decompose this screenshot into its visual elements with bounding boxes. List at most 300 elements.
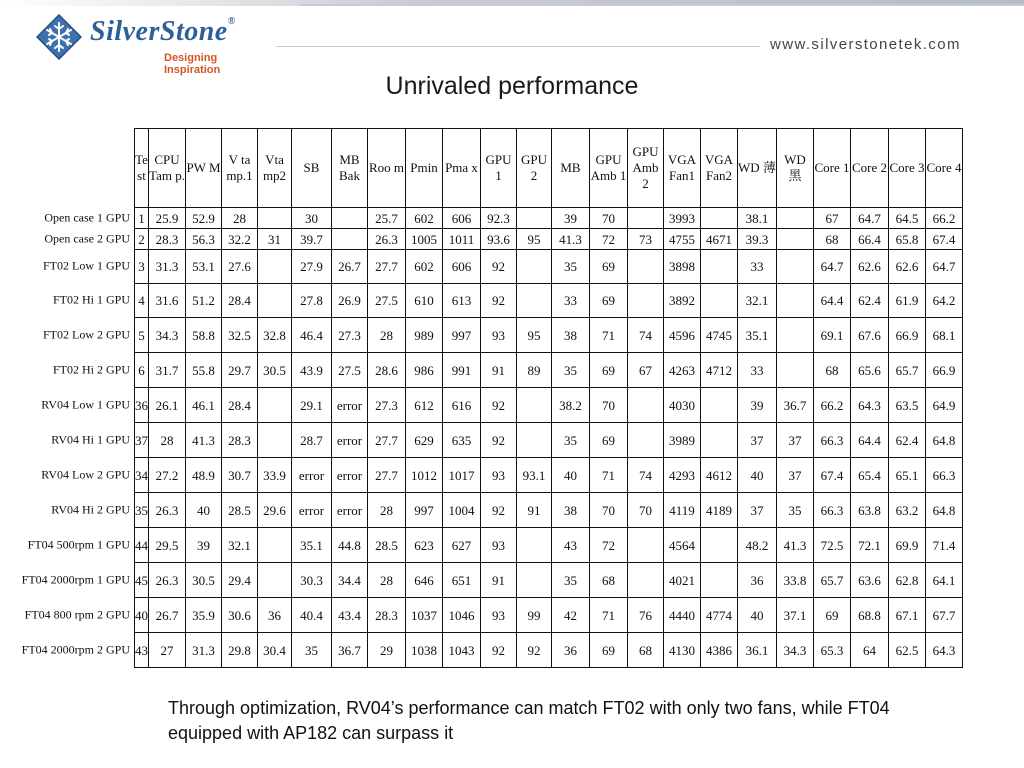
- table-cell: 612: [406, 388, 443, 423]
- table-cell: 66.3: [814, 493, 851, 528]
- column-header: Core 2: [851, 129, 889, 208]
- table-cell: 72.5: [814, 528, 851, 563]
- row-label: FT02 Hi 1 GPU: [52, 292, 130, 307]
- table-cell: 66.3: [814, 423, 851, 458]
- table-cell: 36: [135, 388, 149, 423]
- table-cell: 41.3: [777, 528, 814, 563]
- table-cell: 35: [552, 250, 590, 284]
- table-cell: error: [332, 388, 368, 423]
- table-cell: 65.1: [889, 458, 926, 493]
- column-header: Te st: [135, 129, 149, 208]
- table-row: [135, 598, 963, 633]
- row-label: Open case 1 GPU: [44, 210, 130, 224]
- table-cell: 63.6: [851, 563, 889, 598]
- table-cell: [332, 229, 368, 250]
- table-cell: 646: [406, 563, 443, 598]
- table-row: [135, 353, 963, 388]
- table-cell: 63.5: [889, 388, 926, 423]
- table-cell: 613: [443, 284, 481, 318]
- table-cell: 91: [481, 353, 517, 388]
- table-cell: 35: [777, 493, 814, 528]
- table-cell: 6: [135, 353, 149, 388]
- table-cell: 4130: [664, 633, 701, 668]
- table-cell: 66.9: [889, 318, 926, 353]
- table-cell: 70: [590, 208, 628, 229]
- table-cell: 68.1: [926, 318, 963, 353]
- table-cell: 26.9: [332, 284, 368, 318]
- table-cell: 616: [443, 388, 481, 423]
- table-cell: 64.3: [926, 633, 963, 668]
- table-cell: 70: [590, 388, 628, 423]
- table-cell: 42: [552, 598, 590, 633]
- table-cell: 28.7: [292, 423, 332, 458]
- table-cell: 27.5: [368, 284, 406, 318]
- table-cell: 26.3: [149, 563, 186, 598]
- table-cell: 71: [590, 598, 628, 633]
- table-cell: 35: [552, 423, 590, 458]
- table-cell: 36: [552, 633, 590, 668]
- table-cell: 43: [135, 633, 149, 668]
- table-cell: [628, 250, 664, 284]
- table-cell: 41.3: [552, 229, 590, 250]
- table-cell: [258, 388, 292, 423]
- footer-note: Through optimization, RV04’s performance can match FT02 with only two fans, while FT04 equipped with AP182 can surpass it: [168, 698, 890, 743]
- table-cell: 4440: [664, 598, 701, 633]
- table-cell: 28.6: [368, 353, 406, 388]
- table-cell: 67: [628, 353, 664, 388]
- table-cell: 997: [406, 493, 443, 528]
- table-cell: 46.1: [186, 388, 222, 423]
- table-cell: 1005: [406, 229, 443, 250]
- table-cell: [258, 284, 292, 318]
- table-cell: 30.5: [258, 353, 292, 388]
- brand-name: [90, 16, 236, 48]
- table-cell: 27.3: [332, 318, 368, 353]
- table-cell: [258, 250, 292, 284]
- table-cell: [777, 208, 814, 229]
- table-cell: 45: [135, 563, 149, 598]
- table-cell: 64.7: [926, 250, 963, 284]
- table-cell: 4755: [664, 229, 701, 250]
- table-cell: 28.4: [222, 388, 258, 423]
- table-cell: 4: [135, 284, 149, 318]
- table-cell: 35.1: [738, 318, 777, 353]
- table-cell: error: [332, 458, 368, 493]
- table-cell: 36.1: [738, 633, 777, 668]
- table-cell: 70: [590, 493, 628, 528]
- table-cell: [777, 250, 814, 284]
- column-header: VGA Fan2: [701, 129, 738, 208]
- table-cell: 29.7: [222, 353, 258, 388]
- table-cell: 33: [738, 353, 777, 388]
- column-header: Core 3: [889, 129, 926, 208]
- table-cell: 92: [481, 388, 517, 423]
- table-cell: 28: [368, 493, 406, 528]
- table-cell: 69.9: [889, 528, 926, 563]
- table-cell: 26.7: [332, 250, 368, 284]
- table-cell: 36: [738, 563, 777, 598]
- table-cell: 40: [738, 458, 777, 493]
- table-cell: 36.7: [332, 633, 368, 668]
- table-cell: 70: [628, 493, 664, 528]
- table-cell: [701, 388, 738, 423]
- table-cell: 4774: [701, 598, 738, 633]
- table-cell: 5: [135, 318, 149, 353]
- table-cell: 1043: [443, 633, 481, 668]
- table-cell: 46.4: [292, 318, 332, 353]
- table-cell: 93.1: [517, 458, 552, 493]
- table-cell: 64.7: [851, 208, 889, 229]
- table-cell: 71: [590, 318, 628, 353]
- table-cell: 37: [135, 423, 149, 458]
- table-cell: 65.8: [889, 229, 926, 250]
- table-cell: 986: [406, 353, 443, 388]
- table-cell: 606: [443, 250, 481, 284]
- table-cell: 25.9: [149, 208, 186, 229]
- table-cell: [777, 284, 814, 318]
- table-cell: 4386: [701, 633, 738, 668]
- table-cell: 72: [590, 528, 628, 563]
- table-cell: [701, 423, 738, 458]
- row-label: RV04 Low 2 GPU: [41, 467, 130, 481]
- table-cell: 991: [443, 353, 481, 388]
- table-cell: [628, 208, 664, 229]
- column-header: VGA Fan1: [664, 129, 701, 208]
- table-cell: 44: [135, 528, 149, 563]
- table-cell: 34: [135, 458, 149, 493]
- table-cell: 1046: [443, 598, 481, 633]
- snowflake-logo-icon: [36, 14, 82, 60]
- table-cell: 93: [481, 318, 517, 353]
- table-cell: 39.7: [292, 229, 332, 250]
- table-cell: 28.3: [149, 229, 186, 250]
- table-cell: [517, 423, 552, 458]
- row-label: FT02 Hi 2 GPU: [52, 362, 130, 376]
- table-row: [135, 250, 963, 284]
- table-cell: 28.3: [368, 598, 406, 633]
- table-cell: [701, 250, 738, 284]
- table-cell: [701, 528, 738, 563]
- table-cell: 48.2: [738, 528, 777, 563]
- table-cell: 40: [186, 493, 222, 528]
- table-cell: 27.7: [368, 458, 406, 493]
- table-cell: 93: [481, 528, 517, 563]
- table-cell: 34.4: [332, 563, 368, 598]
- table-cell: 4745: [701, 318, 738, 353]
- table-cell: 66.2: [926, 208, 963, 229]
- table-cell: [258, 563, 292, 598]
- table-cell: 602: [406, 208, 443, 229]
- column-header: CPU Tam p.: [149, 129, 186, 208]
- table-cell: 53.1: [186, 250, 222, 284]
- table-cell: 4021: [664, 563, 701, 598]
- row-label: FT04 500rpm 1 GPU: [27, 537, 130, 551]
- table-cell: 69: [814, 598, 851, 633]
- table-cell: 95: [517, 318, 552, 353]
- table-cell: 92: [481, 633, 517, 668]
- table-cell: 72.1: [851, 528, 889, 563]
- table-cell: [332, 208, 368, 229]
- table-cell: 4263: [664, 353, 701, 388]
- table-cell: 26.3: [149, 493, 186, 528]
- table-cell: 65.3: [814, 633, 851, 668]
- table-cell: 29.6: [258, 493, 292, 528]
- table-cell: 92: [481, 250, 517, 284]
- table-cell: 635: [443, 423, 481, 458]
- table-cell: [777, 353, 814, 388]
- table-cell: 1: [135, 208, 149, 229]
- table-cell: 28.4: [222, 284, 258, 318]
- column-header: GPU 1: [481, 129, 517, 208]
- table-cell: [628, 423, 664, 458]
- table-cell: 64.1: [926, 563, 963, 598]
- table-cell: 39: [552, 208, 590, 229]
- column-header: SB: [292, 129, 332, 208]
- table-cell: 66.3: [926, 458, 963, 493]
- table-cell: 3989: [664, 423, 701, 458]
- table-cell: 36.7: [777, 388, 814, 423]
- table-cell: 91: [481, 563, 517, 598]
- table-cell: 30.6: [222, 598, 258, 633]
- row-label: FT02 Low 1 GPU: [42, 258, 130, 273]
- table-cell: 28: [368, 318, 406, 353]
- table-cell: 68: [590, 563, 628, 598]
- table-cell: 1012: [406, 458, 443, 493]
- table-cell: [258, 208, 292, 229]
- table-cell: 52.9: [186, 208, 222, 229]
- row-label: FT02 Low 2 GPU: [42, 327, 130, 341]
- table-cell: 68.8: [851, 598, 889, 633]
- table-cell: 91: [517, 493, 552, 528]
- table-cell: 34.3: [777, 633, 814, 668]
- row-label: RV04 Low 1 GPU: [41, 397, 130, 411]
- site-url: www.silverstonetek.com: [770, 36, 961, 53]
- column-header: GPU Amb 1: [590, 129, 628, 208]
- table-cell: 64.4: [851, 423, 889, 458]
- table-cell: 69: [590, 250, 628, 284]
- table-cell: 35: [135, 493, 149, 528]
- table-cell: 29.1: [292, 388, 332, 423]
- table-cell: 64.8: [926, 423, 963, 458]
- table-cell: 4596: [664, 318, 701, 353]
- table-cell: 1038: [406, 633, 443, 668]
- table-cell: 28: [149, 423, 186, 458]
- table-cell: 27: [149, 633, 186, 668]
- table-cell: 40: [135, 598, 149, 633]
- table-cell: 27.5: [332, 353, 368, 388]
- table-cell: 40: [738, 598, 777, 633]
- table-cell: 4293: [664, 458, 701, 493]
- table-cell: 65.6: [851, 353, 889, 388]
- table-cell: 64.3: [851, 388, 889, 423]
- table-cell: [517, 284, 552, 318]
- table-cell: 67.4: [814, 458, 851, 493]
- table-cell: [628, 528, 664, 563]
- table-cell: 27.7: [368, 423, 406, 458]
- table-cell: 28.5: [222, 493, 258, 528]
- table-cell: [628, 284, 664, 318]
- table-cell: 64.9: [926, 388, 963, 423]
- table-cell: 2: [135, 229, 149, 250]
- table-cell: 31.7: [149, 353, 186, 388]
- table-cell: 92.3: [481, 208, 517, 229]
- table-cell: 95: [517, 229, 552, 250]
- performance-table: [134, 128, 963, 668]
- table-cell: 4612: [701, 458, 738, 493]
- table-cell: 64.7: [814, 250, 851, 284]
- table-cell: 92: [481, 493, 517, 528]
- table-cell: 71: [590, 458, 628, 493]
- table-cell: 3: [135, 250, 149, 284]
- table-cell: 99: [517, 598, 552, 633]
- table-cell: 4671: [701, 229, 738, 250]
- table-cell: 38: [552, 493, 590, 528]
- table-cell: 32.2: [222, 229, 258, 250]
- table-cell: 35: [552, 563, 590, 598]
- table-cell: 69.1: [814, 318, 851, 353]
- column-header: GPU 2: [517, 129, 552, 208]
- table-cell: 27.7: [368, 250, 406, 284]
- table-cell: 33.8: [777, 563, 814, 598]
- table-cell: 27.3: [368, 388, 406, 423]
- brand-logo: [36, 14, 276, 76]
- row-label: RV04 Hi 1 GPU: [51, 432, 130, 446]
- table-cell: 4119: [664, 493, 701, 528]
- table-cell: [517, 528, 552, 563]
- registered-mark: ®: [227, 16, 236, 27]
- table-cell: 40.4: [292, 598, 332, 633]
- table-cell: 39: [186, 528, 222, 563]
- table-row: [135, 284, 963, 318]
- column-header: GPU Amb 2: [628, 129, 664, 208]
- table-cell: 27.9: [292, 250, 332, 284]
- table-cell: 33: [738, 250, 777, 284]
- table-cell: 66.4: [851, 229, 889, 250]
- row-label: Open case 2 GPU: [44, 231, 130, 245]
- table-cell: 63.2: [889, 493, 926, 528]
- table-cell: 3892: [664, 284, 701, 318]
- table-cell: 25.7: [368, 208, 406, 229]
- table-cell: 35.1: [292, 528, 332, 563]
- table-cell: 74: [628, 458, 664, 493]
- table-row: [135, 318, 963, 353]
- table-cell: [517, 563, 552, 598]
- table-cell: 67: [814, 208, 851, 229]
- brand-name-text: SilverStone: [90, 16, 228, 47]
- table-cell: 1004: [443, 493, 481, 528]
- table-cell: 28: [222, 208, 258, 229]
- table-cell: 93.6: [481, 229, 517, 250]
- table-cell: [258, 423, 292, 458]
- table-row: [135, 423, 963, 458]
- table-cell: 37: [738, 493, 777, 528]
- table-cell: 651: [443, 563, 481, 598]
- table-cell: 30: [292, 208, 332, 229]
- table-cell: 64.4: [814, 284, 851, 318]
- table-row: [135, 528, 963, 563]
- table-cell: 1037: [406, 598, 443, 633]
- table-cell: 29.8: [222, 633, 258, 668]
- table-cell: 4564: [664, 528, 701, 563]
- table-cell: 43: [552, 528, 590, 563]
- table-cell: 65.4: [851, 458, 889, 493]
- table-cell: error: [332, 423, 368, 458]
- table-cell: 27.8: [292, 284, 332, 318]
- table-cell: 68: [628, 633, 664, 668]
- table-cell: [777, 318, 814, 353]
- column-header: MB: [552, 129, 590, 208]
- table-cell: [517, 208, 552, 229]
- table-cell: 26.1: [149, 388, 186, 423]
- table-cell: 41.3: [186, 423, 222, 458]
- table-cell: [701, 563, 738, 598]
- table-cell: 43.4: [332, 598, 368, 633]
- table-cell: 31.3: [186, 633, 222, 668]
- table-row: [135, 388, 963, 423]
- table-cell: 93: [481, 458, 517, 493]
- table-cell: 29.5: [149, 528, 186, 563]
- table-cell: 32.1: [222, 528, 258, 563]
- table-cell: 37.1: [777, 598, 814, 633]
- table-cell: 63.8: [851, 493, 889, 528]
- table-cell: 62.4: [889, 423, 926, 458]
- table-cell: 62.5: [889, 633, 926, 668]
- table-cell: 37: [777, 423, 814, 458]
- header-divider: [276, 46, 760, 47]
- row-label: FT04 2000rpm 1 GPU: [21, 572, 130, 586]
- table-cell: 93: [481, 598, 517, 633]
- table-cell: 31.3: [149, 250, 186, 284]
- table-cell: 38.1: [738, 208, 777, 229]
- table-cell: 62.6: [851, 250, 889, 284]
- table-cell: 38: [552, 318, 590, 353]
- table-cell: 62.6: [889, 250, 926, 284]
- column-header: WD 黑: [777, 129, 814, 208]
- table-cell: 602: [406, 250, 443, 284]
- table-cell: 61.9: [889, 284, 926, 318]
- table-cell: 27.2: [149, 458, 186, 493]
- table-cell: 92: [481, 284, 517, 318]
- table-row: [135, 458, 963, 493]
- table-row: [135, 208, 963, 229]
- table-cell: 32.5: [222, 318, 258, 353]
- table-cell: 4189: [701, 493, 738, 528]
- table-row: [135, 563, 963, 598]
- table-cell: 64.8: [926, 493, 963, 528]
- column-header: PW M: [186, 129, 222, 208]
- table-cell: 30.4: [258, 633, 292, 668]
- table-cell: [517, 250, 552, 284]
- table-cell: 55.8: [186, 353, 222, 388]
- column-header: V ta mp.1: [222, 129, 258, 208]
- table-cell: 31.6: [149, 284, 186, 318]
- column-header: WD 薄: [738, 129, 777, 208]
- table-cell: 32.8: [258, 318, 292, 353]
- table-cell: 71.4: [926, 528, 963, 563]
- column-header: Pma x: [443, 129, 481, 208]
- table-cell: 36: [258, 598, 292, 633]
- brand-tagline: Designing Inspiration: [164, 52, 221, 76]
- table-cell: 69: [590, 284, 628, 318]
- table-cell: 4030: [664, 388, 701, 423]
- table-cell: 30.3: [292, 563, 332, 598]
- table-cell: 72: [590, 229, 628, 250]
- table-cell: 30.5: [186, 563, 222, 598]
- table-cell: 29: [368, 633, 406, 668]
- table-cell: 32.1: [738, 284, 777, 318]
- table-cell: 66.2: [814, 388, 851, 423]
- table-cell: 27.6: [222, 250, 258, 284]
